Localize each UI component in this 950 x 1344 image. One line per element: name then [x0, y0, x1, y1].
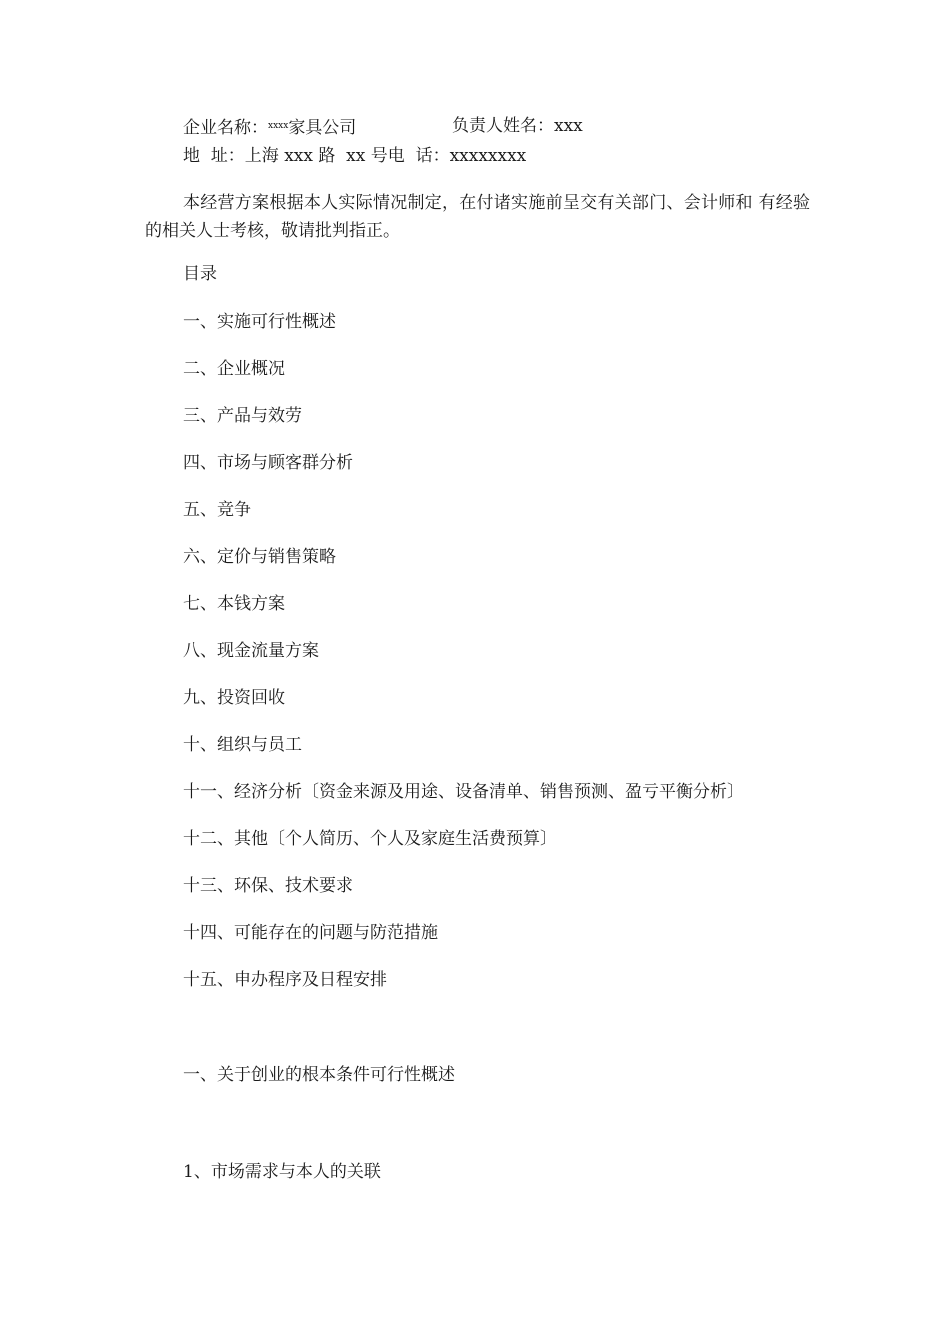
toc-item: 十二、其他〔个人简历、个人及家庭生活费预算〕	[183, 829, 557, 849]
toc-item: 一、实施可行性概述	[183, 312, 336, 332]
company-label: 企业名称：	[183, 118, 268, 138]
toc-item: 十五、申办程序及日程安排	[183, 970, 387, 990]
toc-item: 十、组织与员工	[183, 735, 302, 755]
intro-paragraph: 本经营方案根据本人实际情况制定，在付诸实施前呈交有关部门、会计师和 有经验的相关人士考核，敬请批判指正。	[145, 193, 810, 241]
toc-item: 十一、经济分析〔资金来源及用途、设备清单、销售预测、盈亏平衡分析〕	[183, 782, 744, 802]
toc-item: 五、竞争	[183, 500, 251, 520]
manager-value: xxx	[554, 116, 583, 136]
company-prefix: xxxx	[268, 121, 289, 131]
manager-info	[452, 115, 583, 137]
subsection-heading: 1、市场需求与本人的关联	[183, 1162, 381, 1182]
toc-item: 六、定价与销售策略	[183, 547, 336, 567]
manager-label: 负责人姓名：	[452, 116, 554, 136]
address-line: 地 址：上海 xxx 路 xx 号电 话：xxxxxxxx	[183, 146, 527, 166]
section-heading: 一、关于创业的根本条件可行性概述	[183, 1065, 455, 1085]
company-info	[183, 115, 356, 139]
toc-item: 二、企业概况	[183, 359, 285, 379]
toc-item: 三、产品与效劳	[183, 406, 302, 426]
toc-item: 七、本钱方案	[183, 594, 285, 614]
toc-item: 十三、环保、技术要求	[183, 876, 353, 896]
toc-item: 四、市场与顾客群分析	[183, 453, 353, 473]
company-name: 家具公司	[288, 118, 357, 138]
toc-item: 八、现金流量方案	[183, 641, 319, 661]
toc-item: 十四、可能存在的问题与防范措施	[183, 923, 438, 943]
toc-title: 目录	[183, 264, 217, 284]
toc-item: 九、投资回收	[183, 688, 285, 708]
